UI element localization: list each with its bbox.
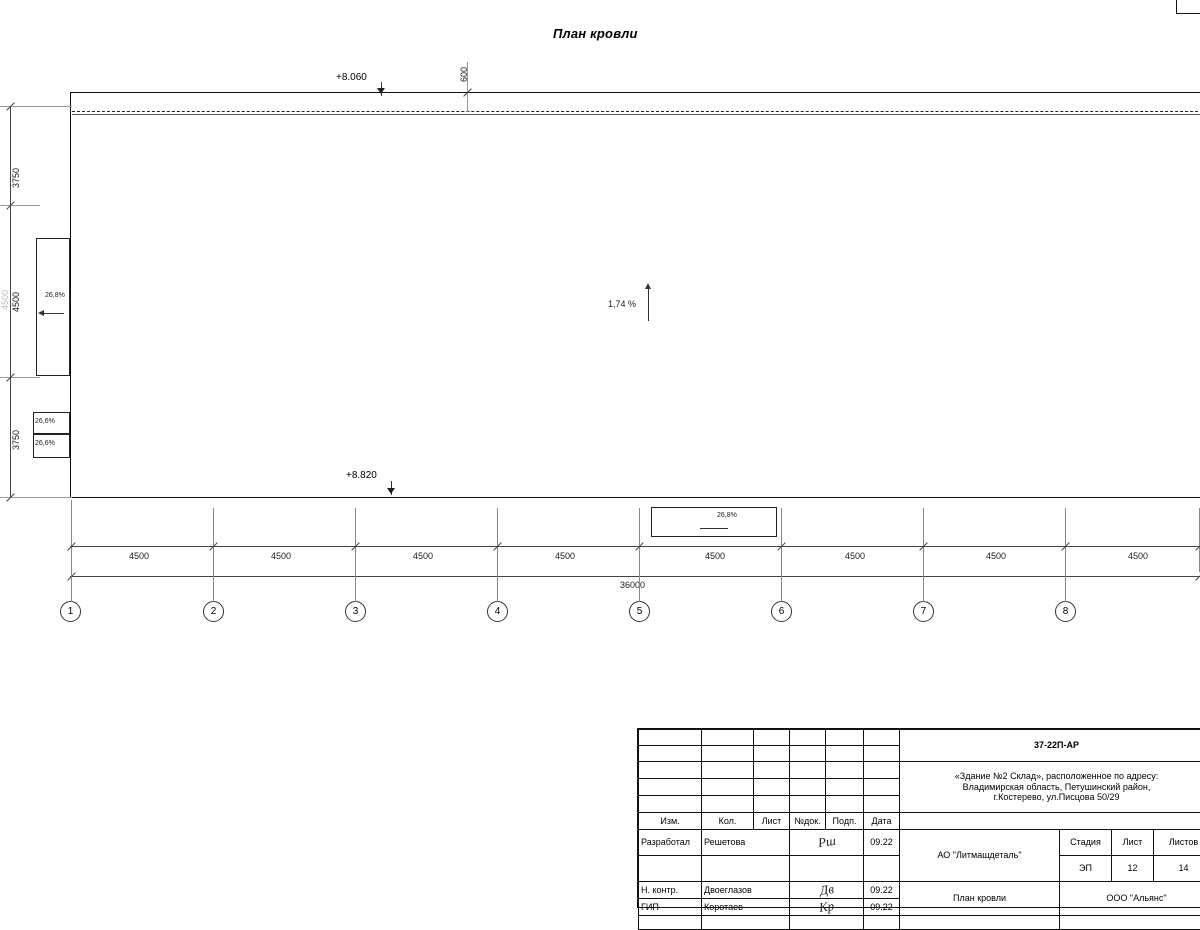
slope-stem-left-large [44, 313, 64, 314]
name-empty[interactable] [702, 856, 790, 882]
grid-bubble-stem-8 [1065, 572, 1066, 602]
revision-cell[interactable] [790, 730, 826, 746]
revision-cell[interactable] [639, 779, 702, 796]
grid-bubble-1[interactable]: 1 [60, 601, 81, 622]
grid-bubble-4[interactable]: 4 [487, 601, 508, 622]
grid-bubble-stem-7 [923, 572, 924, 602]
revision-cell[interactable] [639, 762, 702, 779]
role-nkontr: Н. контр. [639, 882, 702, 899]
revision-cell[interactable] [864, 796, 900, 813]
role-empty[interactable] [639, 856, 702, 882]
dim-600-label: 600 [459, 67, 469, 82]
revision-cell[interactable] [754, 730, 790, 746]
date-razrabotal: 09.22 [864, 830, 900, 856]
footer-cell[interactable] [1060, 916, 1200, 930]
sheet-frame-corner [1176, 0, 1200, 14]
revision-cell[interactable] [754, 762, 790, 779]
footer-cell[interactable] [639, 916, 702, 930]
title-block [637, 728, 1200, 908]
name-razrabotal: Решетова [702, 830, 790, 856]
level-marker-8060: +8.060 [336, 72, 367, 83]
revision-cell[interactable] [826, 762, 864, 779]
grid-bubble-stem-5 [639, 572, 640, 602]
column-header-ndok: №док. [790, 813, 826, 830]
left-dim-label-3: 3750 [11, 430, 21, 450]
object-line-1: «Здание №2 Склад», расположенное по адресу: [902, 771, 1200, 781]
sheet-name: План кровли [900, 882, 1060, 916]
sheet-header: Лист [1112, 830, 1154, 856]
page-title: План кровли [553, 26, 638, 41]
date-gip: 09.22 [864, 899, 900, 916]
signature-glyph: Дв [819, 882, 835, 899]
column-header-list: Лист [754, 813, 790, 830]
stage-value: ЭП [1060, 856, 1112, 882]
revision-cell[interactable] [754, 746, 790, 762]
grid-bubble-stem-1 [71, 572, 72, 602]
drawing-code: 37-22П-АР [900, 730, 1200, 762]
roof-unit-bottom [651, 507, 777, 537]
revision-cell[interactable] [864, 730, 900, 746]
column-header-data: Дата [864, 813, 900, 830]
footer-cell[interactable] [790, 916, 864, 930]
column-header-podp: Подп. [826, 813, 864, 830]
grid-bubble-stem-2 [213, 572, 214, 602]
left-dim-label-inner: 4500 [0, 290, 10, 310]
revision-cell[interactable] [790, 779, 826, 796]
roof-parapet-line [72, 114, 1200, 115]
revision-cell[interactable] [790, 762, 826, 779]
revision-cell[interactable] [639, 730, 702, 746]
signature-empty[interactable] [790, 856, 864, 882]
roof-ridge-dashed-line [72, 111, 1200, 112]
slope-stem-bottom-unit [700, 528, 728, 529]
signature-nkontr [790, 882, 864, 899]
column-header-kol: Кол. [702, 813, 754, 830]
revision-cell[interactable] [754, 779, 790, 796]
revision-cell[interactable] [864, 779, 900, 796]
stage-header: Стадия [1060, 830, 1112, 856]
bottom-dim-label-1: 4500 [129, 551, 149, 561]
signature-glyph: Кр [818, 899, 835, 916]
grid-bubble-stem-4 [497, 572, 498, 602]
signature-razrabotal [790, 830, 864, 856]
left-dim-label-2: 4500 [11, 292, 21, 312]
roof-outline [70, 92, 1200, 498]
grid-ext-1 [71, 500, 72, 572]
sheets-total-header: Листов [1154, 830, 1200, 856]
revision-cell[interactable] [826, 730, 864, 746]
grid-bubble-3[interactable]: 3 [345, 601, 366, 622]
grid-ext-5 [639, 508, 640, 572]
revision-cell[interactable] [702, 762, 754, 779]
revision-cell[interactable] [639, 796, 702, 813]
grid-ext-7 [923, 508, 924, 572]
left-dim-ext-3 [0, 377, 40, 378]
revision-cell[interactable] [639, 746, 702, 762]
revision-cell[interactable] [826, 779, 864, 796]
grid-bubble-7[interactable]: 7 [913, 601, 934, 622]
footer-cell[interactable] [864, 916, 900, 930]
footer-cell[interactable] [702, 916, 790, 930]
revision-cell[interactable] [790, 746, 826, 762]
bottom-dim-label-4: 4500 [555, 551, 575, 561]
bottom-total-chain-line [70, 576, 1200, 577]
revision-cell[interactable] [864, 746, 900, 762]
object-line-3: г.Костерево, ул.Писцова 50/29 [902, 792, 1200, 802]
revision-cell[interactable] [864, 762, 900, 779]
grid-ext-2 [213, 508, 214, 572]
bottom-dim-label-6: 4500 [845, 551, 865, 561]
revision-cell[interactable] [754, 796, 790, 813]
grid-bubble-5[interactable]: 5 [629, 601, 650, 622]
level-arrow-8820 [387, 488, 395, 494]
revision-cell[interactable] [826, 746, 864, 762]
slope-label-bottom-unit: 26,8% [717, 512, 737, 519]
slope-label-center: 1,74 % [608, 299, 636, 309]
left-dim-label-1: 3750 [11, 168, 21, 188]
slope-label-left-small-lower: 26,6% [35, 440, 55, 447]
footer-cell[interactable] [900, 916, 1060, 930]
slope-label-left-small-upper: 26,6% [35, 418, 55, 425]
bottom-dim-label-8: 4500 [1128, 551, 1148, 561]
column-header-izm: Изм. [639, 813, 702, 830]
bottom-dim-label-5: 4500 [705, 551, 725, 561]
grid-bubble-6[interactable]: 6 [771, 601, 792, 622]
bottom-dim-chain-line [70, 546, 1200, 547]
revision-cell[interactable] [702, 779, 754, 796]
name-nkontr: Двоеглазов [702, 882, 790, 899]
bottom-dim-label-3: 4500 [413, 551, 433, 561]
grid-bubble-stem-6 [781, 572, 782, 602]
role-gip: ГИП [639, 899, 702, 916]
object-description [900, 762, 1200, 813]
grid-ext-8 [1065, 508, 1066, 572]
roof-unit-left-large [36, 238, 70, 376]
designer-company: ООО "Альянс" [1060, 882, 1200, 916]
sheet-value: 12 [1112, 856, 1154, 882]
grid-ext-4 [497, 508, 498, 572]
revision-cell[interactable] [790, 796, 826, 813]
grid-ext-6 [781, 508, 782, 572]
revision-cell[interactable] [702, 746, 754, 762]
grid-ext-3 [355, 508, 356, 572]
role-razrabotal: Разработал [639, 830, 702, 856]
revision-cell[interactable] [826, 796, 864, 813]
date-nkontr: 09.22 [864, 882, 900, 899]
bottom-total-label: 36000 [620, 580, 645, 590]
revision-cell[interactable] [702, 730, 754, 746]
customer-name: АО "Литмашдеталь" [900, 830, 1060, 882]
slope-stem-center [648, 289, 649, 321]
revision-cell[interactable] [702, 796, 754, 813]
slope-label-left-large: 26,8% [45, 292, 65, 299]
name-gip: Коротаев [702, 899, 790, 916]
grid-bubble-stem-3 [355, 572, 356, 602]
date-empty[interactable] [864, 856, 900, 882]
level-arrow-8060 [377, 88, 385, 94]
object-line-2: Владимирская область, Петушинский район, [902, 782, 1200, 792]
left-dim-ext-2 [0, 205, 40, 206]
bottom-dim-label-2: 4500 [271, 551, 291, 561]
signature-gip [790, 899, 864, 916]
grid-bubble-2[interactable]: 2 [203, 601, 224, 622]
level-marker-8820: +8.820 [346, 470, 377, 481]
grid-bubble-8[interactable]: 8 [1055, 601, 1076, 622]
signature-glyph: Рш [817, 834, 837, 851]
sheets-total-value: 14 [1154, 856, 1200, 882]
bottom-dim-label-7: 4500 [986, 551, 1006, 561]
